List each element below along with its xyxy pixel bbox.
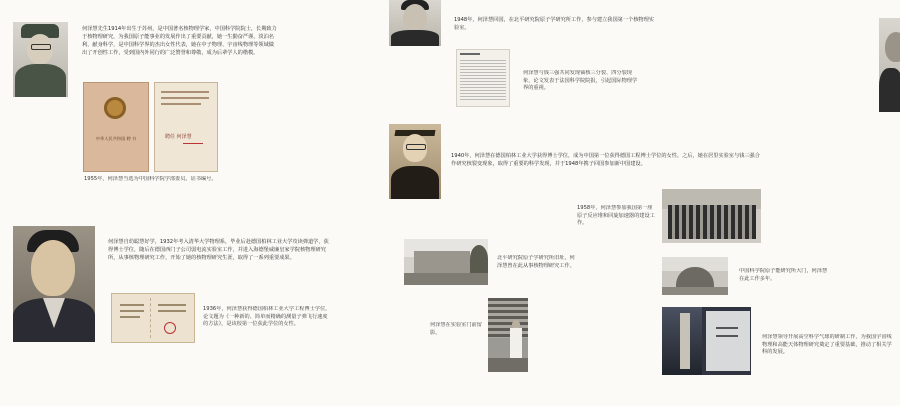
gate-caption: 中国科学院原子能研究所大门，何泽慧在此工作多年。 (739, 268, 828, 282)
certificate-inside (154, 82, 218, 172)
signature-stamp (183, 133, 203, 144)
certificate-inside-label: 聘任 何泽慧 (165, 134, 192, 140)
rocket-launch-photo (662, 307, 751, 375)
graduation-portrait-photo (389, 124, 441, 199)
emblem-icon (104, 97, 126, 119)
graduation-text: 1940年，何泽慧在德国柏林工业大学获得博士学位，成为中国第一位获得德国工程博士学位的女性。之后，她在居里实验室与钱三强合作研究核裂变现象，取得了重要的科学发现，并于1948年携子回国参加新中国建设。 (451, 153, 760, 167)
institute-building-photo (404, 239, 488, 285)
article-caption: 何泽慧与钱三强共同发现铀核三分裂、四分裂现象，论文发表于法国科学院院报，引起国际物理学界的重视。 (523, 70, 638, 92)
diploma-caption: 1936年，何泽慧获得德国柏林工业大学工程博士学位，论文题为《一种新的、简单而精确的测量子弹飞行速度的方法》，是该校第一位获此学位的女性。 (203, 306, 331, 328)
group-photo (662, 189, 761, 243)
article-clipping (456, 49, 510, 107)
top-text: 1948年，何泽慧回国，在北平研究院原子学研究所工作，参与建立我国第一个核物理实验室。 (454, 17, 654, 31)
group-caption: 1958年，何泽慧参加我国第一座原子反应堆和回旋加速器的建设工作。 (577, 205, 655, 227)
youth-text: 何泽慧自幼聪慧好学，1932年考入清华大学物理系，毕业后赴德国柏林工业大学攻读弹道学，获得博士学位，随后在德国西门子公司弱电流实验室工作，并进入海德堡威廉皇家学院核物理研究所，从事核物理研究工作，开始了她的核物理研究生涯，取得了一系列重要成果。 (108, 239, 329, 261)
rocket-caption: 何泽慧领导开展高空科学气球的研制工作，为我国宇宙线物理和高能天体物理研究奠定了重要基础，推动了相关学科的发展。 (762, 334, 892, 356)
certificate-caption: 1955年，何泽慧当选为中国科学院学部委员。证书编号。 (84, 176, 217, 182)
red-seal-icon (164, 322, 176, 334)
youth-portrait-photo (13, 226, 95, 342)
building-caption: 北平研究院原子学研究所旧址，何泽慧曾在此从事核物理研究工作。 (497, 255, 575, 269)
young-man-portrait-photo (389, 0, 441, 46)
standing-caption: 何泽慧在实验室门前留影。 (430, 322, 482, 336)
certificate-cover-label: 中华人民共和国 聘 书 (95, 136, 137, 141)
intro-text: 何泽慧先生1914年出生于苏州，是中国著名核物理学家，中国科学院院士，长期致力于核物理研究，为我国原子能事业的发展作出了重要贡献，她一生勤奋严谨，淡泊名利，献身科学，是中国科学界的杰出女性代表，她在中子物理、宇宙线物理等领域做出了开创性工作，受到国内外同行的广泛赞誉和尊敬，成为后辈学人的楷模。 (82, 26, 277, 56)
standing-man-photo (488, 298, 528, 372)
certificate-cover (83, 82, 149, 172)
gate-photo (662, 257, 728, 295)
portrait-uniform-photo (13, 22, 68, 97)
diploma-document (111, 293, 195, 343)
edge-portrait-photo (879, 18, 900, 112)
